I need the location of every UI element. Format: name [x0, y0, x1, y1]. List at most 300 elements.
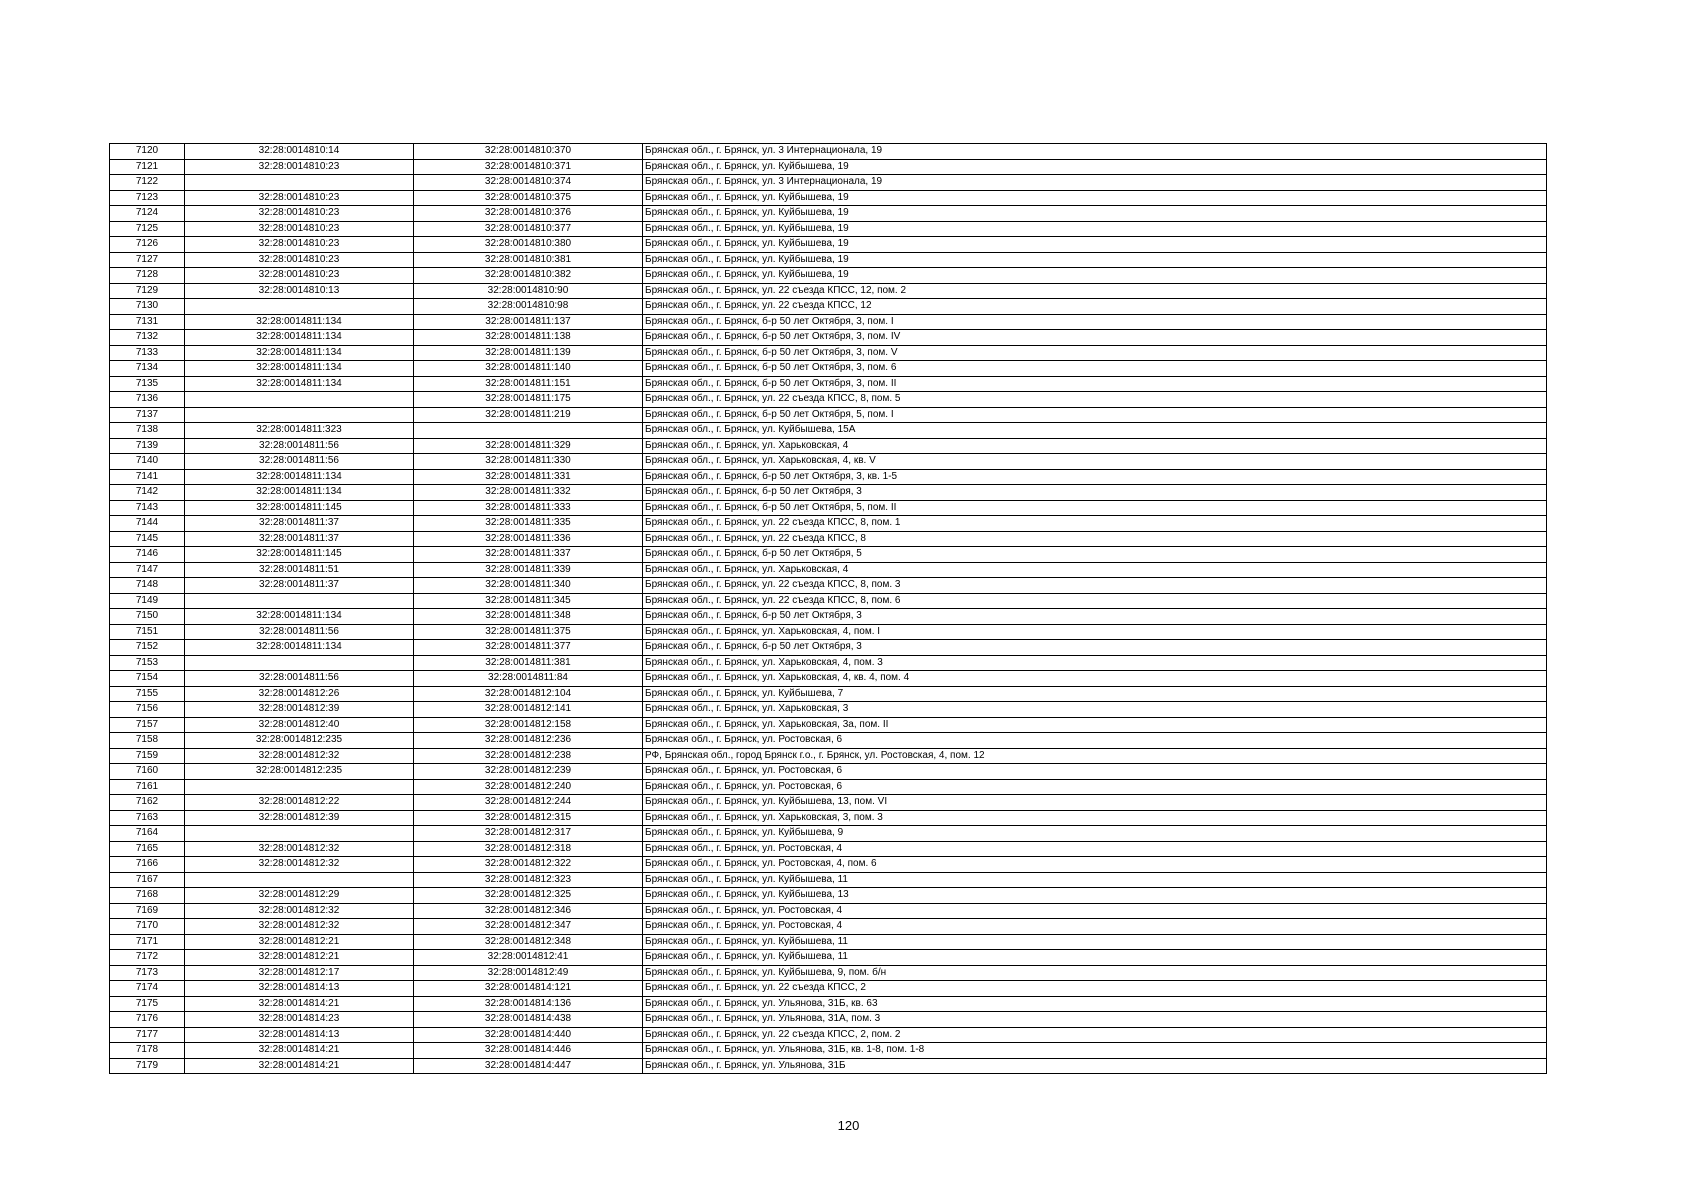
- row-number-cell: 7138: [110, 423, 185, 439]
- table-row: [110, 221, 1547, 237]
- address-cell: Брянская обл., г. Брянск, ул. Ростовская, 6: [643, 764, 1547, 780]
- address-cell: Брянская обл., г. Брянск, б-р 50 лет Октября, 3, пом. IV: [643, 330, 1547, 346]
- parcel-number-cell: 32:28:0014812:26: [185, 686, 414, 702]
- table-row: [110, 919, 1547, 935]
- object-number-cell: 32:28:0014810:382: [414, 268, 643, 284]
- table-row: [110, 934, 1547, 950]
- parcel-number-cell: [185, 872, 414, 888]
- object-number-cell: 32:28:0014811:330: [414, 454, 643, 470]
- row-number-cell: 7157: [110, 717, 185, 733]
- table-row: [110, 609, 1547, 625]
- object-number-cell: 32:28:0014812:239: [414, 764, 643, 780]
- address-cell: Брянская обл., г. Брянск, ул. Харьковская, 4, пом. I: [643, 624, 1547, 640]
- object-number-cell: 32:28:0014812:240: [414, 779, 643, 795]
- parcel-number-cell: 32:28:0014811:323: [185, 423, 414, 439]
- row-number-cell: 7133: [110, 345, 185, 361]
- object-number-cell: 32:28:0014810:381: [414, 252, 643, 268]
- table-row: [110, 841, 1547, 857]
- parcel-number-cell: 32:28:0014812:235: [185, 764, 414, 780]
- row-number-cell: 7145: [110, 531, 185, 547]
- table-row: [110, 407, 1547, 423]
- table-row: [110, 438, 1547, 454]
- row-number-cell: 7148: [110, 578, 185, 594]
- row-number-cell: 7126: [110, 237, 185, 253]
- table-row: [110, 190, 1547, 206]
- table-row: [110, 810, 1547, 826]
- table-row: [110, 733, 1547, 749]
- parcel-number-cell: 32:28:0014811:56: [185, 624, 414, 640]
- table-row: [110, 655, 1547, 671]
- table-row: [110, 485, 1547, 501]
- object-number-cell: 32:28:0014810:375: [414, 190, 643, 206]
- parcel-number-cell: [185, 593, 414, 609]
- object-number-cell: 32:28:0014811:381: [414, 655, 643, 671]
- object-number-cell: 32:28:0014811:329: [414, 438, 643, 454]
- table-row: [110, 1027, 1547, 1043]
- parcel-number-cell: 32:28:0014811:134: [185, 640, 414, 656]
- parcel-number-cell: 32:28:0014814:13: [185, 981, 414, 997]
- address-cell: РФ, Брянская обл., город Брянск г.о., г. Брянск, ул. Ростовская, 4, пом. 12: [643, 748, 1547, 764]
- address-cell: Брянская обл., г. Брянск, ул. Куйбышева, 9, пом. б/н: [643, 965, 1547, 981]
- table-row: [110, 950, 1547, 966]
- object-number-cell: 32:28:0014811:331: [414, 469, 643, 485]
- table-row: [110, 965, 1547, 981]
- address-cell: Брянская обл., г. Брянск, б-р 50 лет Октября, 3, пом. 6: [643, 361, 1547, 377]
- table-row: [110, 640, 1547, 656]
- address-cell: Брянская обл., г. Брянск, б-р 50 лет Октября, 5: [643, 547, 1547, 563]
- parcel-number-cell: 32:28:0014811:56: [185, 438, 414, 454]
- object-number-cell: 32:28:0014811:348: [414, 609, 643, 625]
- row-number-cell: 7156: [110, 702, 185, 718]
- address-cell: Брянская обл., г. Брянск, ул. Ульянова, 31Б, кв. 63: [643, 996, 1547, 1012]
- address-cell: Брянская обл., г. Брянск, ул. Куйбышева, 19: [643, 221, 1547, 237]
- parcel-number-cell: 32:28:0014812:235: [185, 733, 414, 749]
- object-number-cell: 32:28:0014812:323: [414, 872, 643, 888]
- object-number-cell: 32:28:0014811:333: [414, 500, 643, 516]
- object-number-cell: 32:28:0014811:375: [414, 624, 643, 640]
- address-cell: Брянская обл., г. Брянск, ул. Харьковская, 3а, пом. II: [643, 717, 1547, 733]
- row-number-cell: 7165: [110, 841, 185, 857]
- row-number-cell: 7130: [110, 299, 185, 315]
- object-number-cell: 32:28:0014812:244: [414, 795, 643, 811]
- address-cell: Брянская обл., г. Брянск, ул. 22 съезда КПСС, 8, пом. 6: [643, 593, 1547, 609]
- table-row: [110, 159, 1547, 175]
- row-number-cell: 7176: [110, 1012, 185, 1028]
- object-number-cell: 32:28:0014810:376: [414, 206, 643, 222]
- row-number-cell: 7142: [110, 485, 185, 501]
- row-number-cell: 7151: [110, 624, 185, 640]
- parcel-number-cell: 32:28:0014812:40: [185, 717, 414, 733]
- table-row: [110, 981, 1547, 997]
- row-number-cell: 7179: [110, 1058, 185, 1074]
- table-row: [110, 376, 1547, 392]
- object-number-cell: 32:28:0014812:315: [414, 810, 643, 826]
- parcel-number-cell: 32:28:0014812:39: [185, 810, 414, 826]
- row-number-cell: 7120: [110, 144, 185, 160]
- parcel-number-cell: 32:28:0014811:56: [185, 671, 414, 687]
- table-row: [110, 299, 1547, 315]
- row-number-cell: 7137: [110, 407, 185, 423]
- row-number-cell: 7152: [110, 640, 185, 656]
- address-cell: Брянская обл., г. Брянск, ул. 22 съезда КПСС, 2, пом. 2: [643, 1027, 1547, 1043]
- table-row: [110, 562, 1547, 578]
- row-number-cell: 7160: [110, 764, 185, 780]
- row-number-cell: 7124: [110, 206, 185, 222]
- parcel-number-cell: 32:28:0014812:21: [185, 934, 414, 950]
- address-cell: Брянская обл., г. Брянск, б-р 50 лет Октября, 5, пом. II: [643, 500, 1547, 516]
- address-cell: Брянская обл., г. Брянск, ул. Куйбышева, 11: [643, 872, 1547, 888]
- row-number-cell: 7135: [110, 376, 185, 392]
- row-number-cell: 7129: [110, 283, 185, 299]
- parcel-number-cell: 32:28:0014811:134: [185, 609, 414, 625]
- table-row: [110, 903, 1547, 919]
- parcel-number-cell: 32:28:0014812:32: [185, 857, 414, 873]
- table-row: [110, 593, 1547, 609]
- object-number-cell: 32:28:0014811:340: [414, 578, 643, 594]
- address-cell: Брянская обл., г. Брянск, ул. Куйбышева, 11: [643, 934, 1547, 950]
- object-number-cell: 32:28:0014810:380: [414, 237, 643, 253]
- row-number-cell: 7149: [110, 593, 185, 609]
- table-row: [110, 454, 1547, 470]
- object-number-cell: 32:28:0014811:137: [414, 314, 643, 330]
- parcel-number-cell: 32:28:0014811:37: [185, 578, 414, 594]
- address-cell: Брянская обл., г. Брянск, б-р 50 лет Октября, 3, пом. I: [643, 314, 1547, 330]
- object-number-cell: 32:28:0014812:158: [414, 717, 643, 733]
- object-number-cell: 32:28:0014811:332: [414, 485, 643, 501]
- parcel-number-cell: 32:28:0014811:56: [185, 454, 414, 470]
- row-number-cell: 7177: [110, 1027, 185, 1043]
- table-row: [110, 206, 1547, 222]
- table-row: [110, 996, 1547, 1012]
- object-number-cell: 32:28:0014812:49: [414, 965, 643, 981]
- object-number-cell: 32:28:0014811:151: [414, 376, 643, 392]
- row-number-cell: 7171: [110, 934, 185, 950]
- object-number-cell: 32:28:0014810:374: [414, 175, 643, 191]
- row-number-cell: 7169: [110, 903, 185, 919]
- parcel-number-cell: 32:28:0014811:145: [185, 547, 414, 563]
- parcel-number-cell: 32:28:0014810:23: [185, 159, 414, 175]
- address-cell: Брянская обл., г. Брянск, б-р 50 лет Октября, 3, пом. II: [643, 376, 1547, 392]
- address-cell: Брянская обл., г. Брянск, ул. 22 съезда КПСС, 8: [643, 531, 1547, 547]
- object-number-cell: 32:28:0014811:336: [414, 531, 643, 547]
- table-row: [110, 345, 1547, 361]
- table-row: [110, 578, 1547, 594]
- address-cell: Брянская обл., г. Брянск, б-р 50 лет Октября, 5, пом. I: [643, 407, 1547, 423]
- parcel-number-cell: 32:28:0014810:23: [185, 252, 414, 268]
- object-number-cell: 32:28:0014810:98: [414, 299, 643, 315]
- row-number-cell: 7163: [110, 810, 185, 826]
- parcel-number-cell: [185, 392, 414, 408]
- parcel-number-cell: 32:28:0014811:51: [185, 562, 414, 578]
- address-cell: Брянская обл., г. Брянск, ул. Ростовская, 4: [643, 841, 1547, 857]
- table-row: [110, 857, 1547, 873]
- address-cell: Брянская обл., г. Брянск, ул. 22 съезда КПСС, 8, пом. 5: [643, 392, 1547, 408]
- object-number-cell: 32:28:0014810:90: [414, 283, 643, 299]
- row-number-cell: 7174: [110, 981, 185, 997]
- parcel-number-cell: 32:28:0014814:13: [185, 1027, 414, 1043]
- parcel-number-cell: 32:28:0014811:134: [185, 469, 414, 485]
- object-number-cell: 32:28:0014810:370: [414, 144, 643, 160]
- object-number-cell: 32:28:0014812:346: [414, 903, 643, 919]
- address-cell: Брянская обл., г. Брянск, б-р 50 лет Октября, 3: [643, 609, 1547, 625]
- table-row: [110, 748, 1547, 764]
- parcel-number-cell: 32:28:0014811:145: [185, 500, 414, 516]
- parcel-number-cell: 32:28:0014810:23: [185, 268, 414, 284]
- address-cell: Брянская обл., г. Брянск, ул. Харьковская, 3: [643, 702, 1547, 718]
- row-number-cell: 7122: [110, 175, 185, 191]
- address-cell: Брянская обл., г. Брянск, ул. Куйбышева, 19: [643, 190, 1547, 206]
- object-number-cell: 32:28:0014812:347: [414, 919, 643, 935]
- row-number-cell: 7178: [110, 1043, 185, 1059]
- row-number-cell: 7132: [110, 330, 185, 346]
- address-cell: Брянская обл., г. Брянск, ул. Харьковская, 4, кв. 4, пом. 4: [643, 671, 1547, 687]
- parcel-number-cell: 32:28:0014812:22: [185, 795, 414, 811]
- parcel-number-cell: 32:28:0014814:21: [185, 1058, 414, 1074]
- row-number-cell: 7123: [110, 190, 185, 206]
- table-row: [110, 764, 1547, 780]
- address-cell: Брянская обл., г. Брянск, ул. Харьковская, 4: [643, 562, 1547, 578]
- parcel-number-cell: 32:28:0014810:23: [185, 237, 414, 253]
- address-cell: Брянская обл., г. Брянск, б-р 50 лет Октября, 3: [643, 485, 1547, 501]
- table-row: [110, 314, 1547, 330]
- row-number-cell: 7128: [110, 268, 185, 284]
- table-row: [110, 237, 1547, 253]
- parcel-number-cell: 32:28:0014814:23: [185, 1012, 414, 1028]
- table-row: [110, 702, 1547, 718]
- object-number-cell: 32:28:0014814:446: [414, 1043, 643, 1059]
- table-row: [110, 392, 1547, 408]
- object-number-cell: 32:28:0014812:325: [414, 888, 643, 904]
- table-row: [110, 671, 1547, 687]
- object-number-cell: 32:28:0014814:136: [414, 996, 643, 1012]
- table-row: [110, 686, 1547, 702]
- row-number-cell: 7147: [110, 562, 185, 578]
- row-number-cell: 7154: [110, 671, 185, 687]
- object-number-cell: 32:28:0014810:371: [414, 159, 643, 175]
- address-cell: Брянская обл., г. Брянск, ул. Ростовская, 4: [643, 919, 1547, 935]
- object-number-cell: 32:28:0014812:317: [414, 826, 643, 842]
- row-number-cell: 7175: [110, 996, 185, 1012]
- address-cell: Брянская обл., г. Брянск, б-р 50 лет Октября, 3, кв. 1-5: [643, 469, 1547, 485]
- object-number-cell: 32:28:0014811:140: [414, 361, 643, 377]
- object-number-cell: 32:28:0014811:138: [414, 330, 643, 346]
- table-row: [110, 500, 1547, 516]
- address-cell: Брянская обл., г. Брянск, ул. Ростовская, 6: [643, 779, 1547, 795]
- parcel-number-cell: 32:28:0014811:134: [185, 330, 414, 346]
- address-cell: Брянская обл., г. Брянск, ул. Куйбышева, 13: [643, 888, 1547, 904]
- table-row: [110, 531, 1547, 547]
- table-row: [110, 175, 1547, 191]
- page-number: 120: [837, 1118, 860, 1133]
- address-cell: Брянская обл., г. Брянск, ул. Ростовская, 4, пом. 6: [643, 857, 1547, 873]
- row-number-cell: 7141: [110, 469, 185, 485]
- row-number-cell: 7164: [110, 826, 185, 842]
- object-number-cell: 32:28:0014812:236: [414, 733, 643, 749]
- object-number-cell: 32:28:0014811:84: [414, 671, 643, 687]
- table-row: [110, 1058, 1547, 1074]
- parcel-number-cell: 32:28:0014812:21: [185, 950, 414, 966]
- object-number-cell: 32:28:0014811:377: [414, 640, 643, 656]
- address-cell: Брянская обл., г. Брянск, ул. Куйбышева, 19: [643, 252, 1547, 268]
- object-number-cell: 32:28:0014812:348: [414, 934, 643, 950]
- parcel-number-cell: 32:28:0014810:23: [185, 221, 414, 237]
- object-number-cell: 32:28:0014814:447: [414, 1058, 643, 1074]
- parcel-number-cell: 32:28:0014810:14: [185, 144, 414, 160]
- address-cell: Брянская обл., г. Брянск, ул. Харьковская, 4, пом. 3: [643, 655, 1547, 671]
- object-number-cell: 32:28:0014811:337: [414, 547, 643, 563]
- address-cell: Брянская обл., г. Брянск, ул. 22 съезда КПСС, 8, пом. 1: [643, 516, 1547, 532]
- parcel-number-cell: 32:28:0014812:32: [185, 841, 414, 857]
- object-number-cell: 32:28:0014812:41: [414, 950, 643, 966]
- row-number-cell: 7159: [110, 748, 185, 764]
- parcel-number-cell: 32:28:0014811:134: [185, 485, 414, 501]
- row-number-cell: 7140: [110, 454, 185, 470]
- parcel-number-cell: [185, 299, 414, 315]
- address-cell: Брянская обл., г. Брянск, ул. Харьковская, 4: [643, 438, 1547, 454]
- address-cell: Брянская обл., г. Брянск, ул. 22 съезда КПСС, 12: [643, 299, 1547, 315]
- table-row: [110, 330, 1547, 346]
- parcel-number-cell: 32:28:0014811:134: [185, 345, 414, 361]
- row-number-cell: 7136: [110, 392, 185, 408]
- parcel-number-cell: 32:28:0014812:17: [185, 965, 414, 981]
- object-number-cell: 32:28:0014812:318: [414, 841, 643, 857]
- row-number-cell: 7155: [110, 686, 185, 702]
- address-cell: Брянская обл., г. Брянск, ул. Ульянова, 31Б, кв. 1-8, пом. 1-8: [643, 1043, 1547, 1059]
- table-row: [110, 717, 1547, 733]
- table-row: [110, 469, 1547, 485]
- parcel-number-cell: [185, 826, 414, 842]
- parcel-number-cell: 32:28:0014812:32: [185, 903, 414, 919]
- table-row: [110, 888, 1547, 904]
- address-cell: Брянская обл., г. Брянск, ул. Куйбышева, 13, пом. VI: [643, 795, 1547, 811]
- address-cell: Брянская обл., г. Брянск, ул. Куйбышева, 19: [643, 206, 1547, 222]
- row-number-cell: 7153: [110, 655, 185, 671]
- address-cell: Брянская обл., г. Брянск, ул. Куйбышева, 15А: [643, 423, 1547, 439]
- table-row: [110, 872, 1547, 888]
- registry-table-body: [110, 144, 1547, 1074]
- address-cell: Брянская обл., г. Брянск, ул. Ростовская, 6: [643, 733, 1547, 749]
- table-row: [110, 252, 1547, 268]
- parcel-number-cell: 32:28:0014811:134: [185, 314, 414, 330]
- row-number-cell: 7168: [110, 888, 185, 904]
- object-number-cell: 32:28:0014812:104: [414, 686, 643, 702]
- address-cell: Брянская обл., г. Брянск, ул. Куйбышева, 7: [643, 686, 1547, 702]
- parcel-number-cell: 32:28:0014810:23: [185, 190, 414, 206]
- object-number-cell: [414, 423, 643, 439]
- object-number-cell: 32:28:0014811:335: [414, 516, 643, 532]
- table-row: [110, 1012, 1547, 1028]
- object-number-cell: 32:28:0014812:238: [414, 748, 643, 764]
- row-number-cell: 7173: [110, 965, 185, 981]
- parcel-number-cell: [185, 407, 414, 423]
- object-number-cell: 32:28:0014814:438: [414, 1012, 643, 1028]
- parcel-number-cell: 32:28:0014812:32: [185, 748, 414, 764]
- row-number-cell: 7166: [110, 857, 185, 873]
- row-number-cell: 7172: [110, 950, 185, 966]
- object-number-cell: 32:28:0014812:141: [414, 702, 643, 718]
- address-cell: Брянская обл., г. Брянск, ул. Ульянова, 31Б: [643, 1058, 1547, 1074]
- table-row: [110, 624, 1547, 640]
- table-row: [110, 779, 1547, 795]
- address-cell: Брянская обл., г. Брянск, ул. 22 съезда КПСС, 2: [643, 981, 1547, 997]
- table-row: [110, 361, 1547, 377]
- row-number-cell: 7158: [110, 733, 185, 749]
- parcel-number-cell: 32:28:0014812:32: [185, 919, 414, 935]
- address-cell: Брянская обл., г. Брянск, ул. Харьковская, 4, кв. V: [643, 454, 1547, 470]
- object-number-cell: 32:28:0014811:345: [414, 593, 643, 609]
- address-cell: Брянская обл., г. Брянск, ул. Куйбышева, 19: [643, 268, 1547, 284]
- row-number-cell: 7125: [110, 221, 185, 237]
- parcel-number-cell: [185, 175, 414, 191]
- parcel-number-cell: 32:28:0014810:13: [185, 283, 414, 299]
- parcel-number-cell: [185, 655, 414, 671]
- object-number-cell: 32:28:0014814:440: [414, 1027, 643, 1043]
- row-number-cell: 7170: [110, 919, 185, 935]
- row-number-cell: 7162: [110, 795, 185, 811]
- row-number-cell: 7144: [110, 516, 185, 532]
- object-number-cell: 32:28:0014811:139: [414, 345, 643, 361]
- row-number-cell: 7127: [110, 252, 185, 268]
- address-cell: Брянская обл., г. Брянск, ул. 22 съезда КПСС, 12, пом. 2: [643, 283, 1547, 299]
- row-number-cell: 7150: [110, 609, 185, 625]
- address-cell: Брянская обл., г. Брянск, ул. Куйбышева, 11: [643, 950, 1547, 966]
- address-cell: Брянская обл., г. Брянск, ул. Ульянова, 31А, пом. 3: [643, 1012, 1547, 1028]
- parcel-number-cell: 32:28:0014814:21: [185, 996, 414, 1012]
- object-number-cell: 32:28:0014811:219: [414, 407, 643, 423]
- table-row: [110, 423, 1547, 439]
- address-cell: Брянская обл., г. Брянск, ул. 3 Интернационала, 19: [643, 175, 1547, 191]
- address-cell: Брянская обл., г. Брянск, ул. Куйбышева, 19: [643, 159, 1547, 175]
- table-row: [110, 268, 1547, 284]
- parcel-number-cell: 32:28:0014812:29: [185, 888, 414, 904]
- table-row: [110, 144, 1547, 160]
- row-number-cell: 7131: [110, 314, 185, 330]
- table-row: [110, 826, 1547, 842]
- row-number-cell: 7134: [110, 361, 185, 377]
- parcel-number-cell: 32:28:0014811:134: [185, 376, 414, 392]
- parcel-number-cell: [185, 779, 414, 795]
- row-number-cell: 7121: [110, 159, 185, 175]
- parcel-number-cell: 32:28:0014811:37: [185, 516, 414, 532]
- object-number-cell: 32:28:0014811:339: [414, 562, 643, 578]
- registry-table: [109, 143, 1547, 1074]
- parcel-number-cell: 32:28:0014811:37: [185, 531, 414, 547]
- address-cell: Брянская обл., г. Брянск, ул. Ростовская, 4: [643, 903, 1547, 919]
- table-row: [110, 1043, 1547, 1059]
- address-cell: Брянская обл., г. Брянск, ул. 3 Интернационала, 19: [643, 144, 1547, 160]
- object-number-cell: 32:28:0014811:175: [414, 392, 643, 408]
- table-row: [110, 283, 1547, 299]
- object-number-cell: 32:28:0014810:377: [414, 221, 643, 237]
- object-number-cell: 32:28:0014812:322: [414, 857, 643, 873]
- address-cell: Брянская обл., г. Брянск, ул. 22 съезда КПСС, 8, пом. 3: [643, 578, 1547, 594]
- table-row: [110, 547, 1547, 563]
- row-number-cell: 7167: [110, 872, 185, 888]
- address-cell: Брянская обл., г. Брянск, ул. Харьковская, 3, пом. 3: [643, 810, 1547, 826]
- address-cell: Брянская обл., г. Брянск, б-р 50 лет Октября, 3, пом. V: [643, 345, 1547, 361]
- parcel-number-cell: 32:28:0014810:23: [185, 206, 414, 222]
- address-cell: Брянская обл., г. Брянск, ул. Куйбышева, 19: [643, 237, 1547, 253]
- address-cell: Брянская обл., г. Брянск, ул. Куйбышева, 9: [643, 826, 1547, 842]
- parcel-number-cell: 32:28:0014812:39: [185, 702, 414, 718]
- parcel-number-cell: 32:28:0014814:21: [185, 1043, 414, 1059]
- row-number-cell: 7139: [110, 438, 185, 454]
- object-number-cell: 32:28:0014814:121: [414, 981, 643, 997]
- row-number-cell: 7161: [110, 779, 185, 795]
- table-row: [110, 795, 1547, 811]
- address-cell: Брянская обл., г. Брянск, б-р 50 лет Октября, 3: [643, 640, 1547, 656]
- table-row: [110, 516, 1547, 532]
